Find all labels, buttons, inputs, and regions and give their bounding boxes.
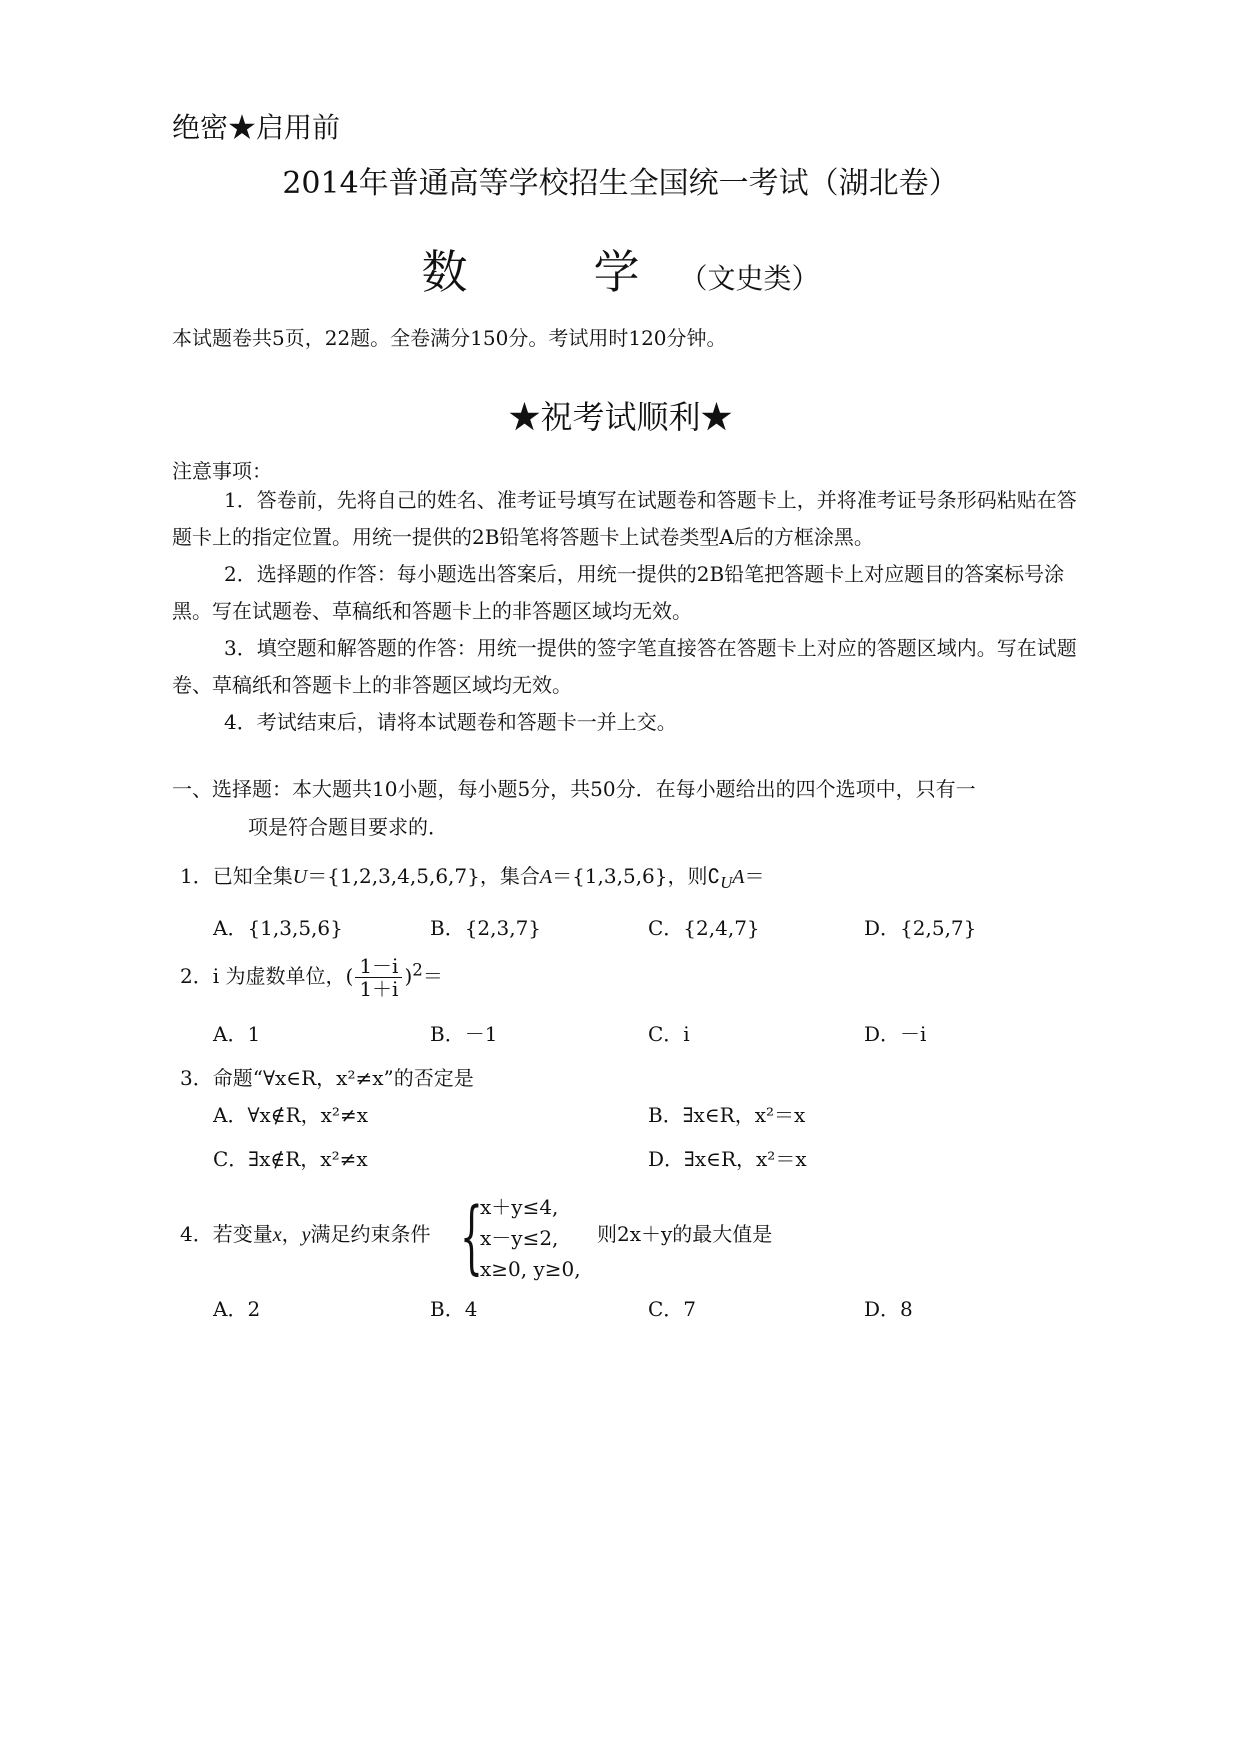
constraint-line: x≥0, y≥0, xyxy=(480,1257,581,1281)
math-set: ＝{1,2,3,4,5,6,7} xyxy=(307,864,480,888)
math-var: x xyxy=(272,1224,282,1246)
q4-option-c: C．7 xyxy=(648,1297,697,1321)
note-item: 2．选择题的作答：每小题选出答案后，用统一提供的2B铅笔把答题卡上对应题目的答案标号涂黑。写在试题卷、草稿纸和答题卡上的非答题区域均无效。 xyxy=(172,562,1065,623)
question-number: 1． xyxy=(180,864,213,888)
notes-heading: 注意事项： xyxy=(172,459,272,483)
note-item: 3．填空题和解答题的作答：用统一提供的签字笔直接答在答题卡上对应的答题区域内。写在试题卷、草稿纸和答题卡上的非答题区域均无效。 xyxy=(172,636,1077,697)
question-text: ，集合 xyxy=(479,864,540,888)
question-4-stem xyxy=(180,1218,431,1247)
q3-option-d: D．∃x∈R，x²＝x xyxy=(648,1147,807,1171)
math-equals: ＝ xyxy=(744,864,765,888)
section-1-heading xyxy=(172,770,1077,846)
question-number: 2． xyxy=(180,964,213,988)
q2-option-b: B．－1 xyxy=(430,1022,498,1046)
constraint-line: x－y≤2, xyxy=(480,1226,559,1250)
q4-option-a: A．2 xyxy=(213,1297,261,1321)
constraint-line: x＋y≤4, xyxy=(480,1195,559,1219)
q3-option-a: A．∀x∉R，x²≠x xyxy=(213,1103,368,1127)
q2-option-c: C．i xyxy=(648,1022,690,1046)
question-text: 满足约束条件 xyxy=(310,1222,431,1246)
q1-option-c: C．{2,4,7} xyxy=(648,916,760,940)
q1-option-b: B．{2,3,7} xyxy=(430,916,542,940)
fraction-denominator: 1＋i xyxy=(359,977,399,1001)
q1-option-a: A．{1,3,5,6} xyxy=(213,916,343,940)
math-subscript: U xyxy=(720,873,733,892)
fraction xyxy=(355,955,402,1000)
question-text: ，则 xyxy=(667,864,708,888)
q1-option-d: D．{2,5,7} xyxy=(864,916,977,940)
section-1-line2: 项是符合题目要求的． xyxy=(248,815,448,839)
math-var: A xyxy=(732,866,745,888)
subject-category: （文史类） xyxy=(679,262,820,295)
note-item: 4．考试结束后，请将本试题卷和答题卡一并上交。 xyxy=(224,710,677,734)
note-item: 1．答卷前，先将自己的姓名、准考证号填写在试题卷和答题卡上，并将准考证号条形码粘贴在答题卡上的指定位置。用统一提供的2B铅笔将答题卡上试卷类型A后的方框涂黑。 xyxy=(172,488,1077,549)
fraction-numerator: 1－i xyxy=(355,955,402,978)
math-set: ＝{1,3,5,6} xyxy=(552,864,668,888)
exam-title: 2014年普通高等学校招生全国统一考试（湖北卷） xyxy=(282,166,959,201)
left-brace-symbol: { xyxy=(460,1190,483,1283)
exam-info: 本试题卷共5页，22题。全卷满分150分。考试用时120分钟。 xyxy=(172,326,727,350)
q4-option-b: B．4 xyxy=(430,1297,478,1321)
complement-symbol: ∁ xyxy=(707,864,721,888)
q2-option-a: A．1 xyxy=(213,1022,261,1046)
section-1-line1: 一、选择题：本大题共10小题，每小题5分，共50分．在每小题给出的四个选项中，只有一 xyxy=(172,777,976,801)
good-luck-banner: ★祝考试顺利★ xyxy=(508,398,733,436)
paren: ( xyxy=(345,964,354,988)
exponent: 2 xyxy=(412,960,423,980)
q4-option-d: D．8 xyxy=(864,1297,913,1321)
question-3 xyxy=(180,1062,474,1091)
question-4-objective: 则2x＋y的最大值是 xyxy=(597,1222,773,1246)
question-number: 4． xyxy=(180,1222,213,1246)
question-text: ， xyxy=(281,1222,302,1246)
confidential-mark: 绝密★启用前 xyxy=(172,111,341,144)
question-2 xyxy=(180,955,443,1000)
math-var: U xyxy=(292,866,308,888)
q3-option-c: C．∃x∉R，x²≠x xyxy=(213,1147,368,1171)
question-1 xyxy=(180,860,764,893)
math-var: A xyxy=(539,866,553,888)
subject-heading xyxy=(0,236,1241,302)
q3-option-b: B．∃x∈R，x²＝x xyxy=(648,1103,806,1127)
question-text: 命题“∀x∈R，x²≠x”的否定是 xyxy=(212,1066,474,1090)
subject-name: 数 学 xyxy=(421,245,680,299)
math-var: y xyxy=(301,1224,311,1246)
question-text: i 为虚数单位， xyxy=(212,964,346,988)
question-number: 3． xyxy=(180,1066,213,1090)
question-text: 已知全集 xyxy=(212,864,293,888)
question-text: 若变量 xyxy=(212,1222,273,1246)
constraint-system xyxy=(480,1192,581,1285)
math-equals: ＝ xyxy=(422,964,443,988)
q2-option-d: D．－i xyxy=(864,1022,927,1046)
paren: ) xyxy=(404,964,413,988)
